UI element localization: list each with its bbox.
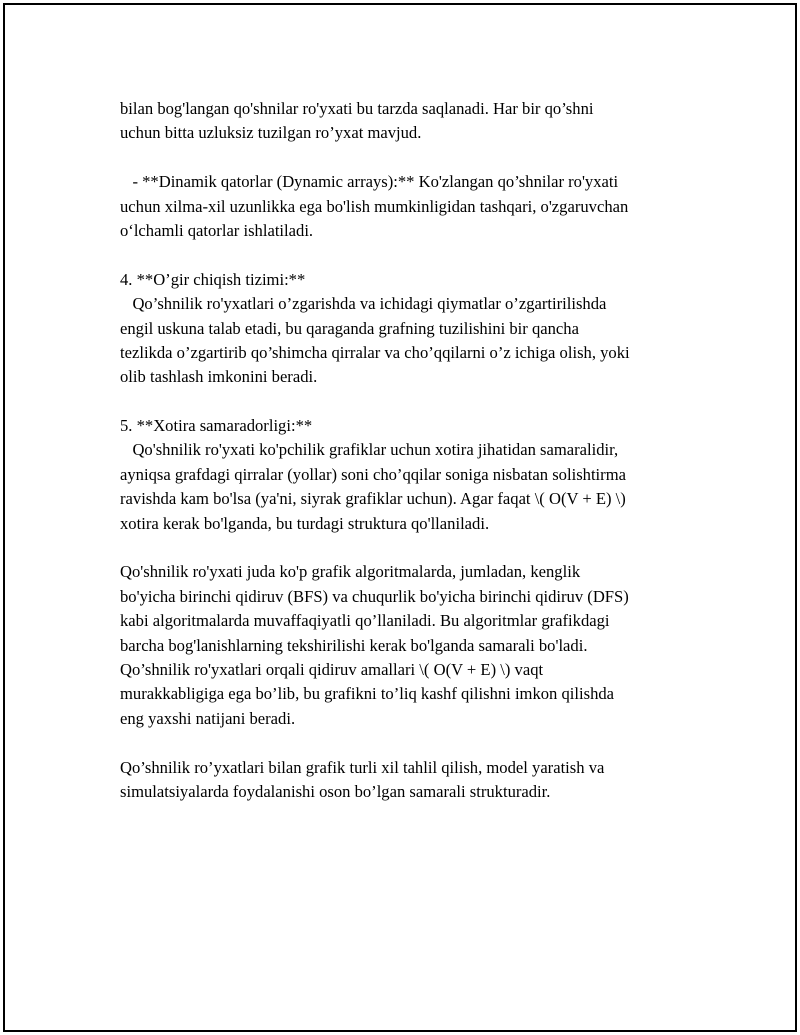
text-line: simulatsiyalarda foydalanishi oson bo’lgan samarali strukturadir. (120, 781, 551, 801)
paragraph-spacer (120, 731, 720, 755)
text-line: Qo’shnilik ro'yxatlari o’zgarishda va ichidagi qiymatlar o’zgartirilishda (120, 294, 607, 314)
text-line: xotira kerak bo'lganda, bu turdagi struktura qo'llaniladi. (120, 513, 490, 533)
text-line: murakkabligiga ega bo’lib, bu grafikni to’liq kashf qilishni imkon qilishda (120, 684, 615, 704)
paragraph-spacer (120, 146, 720, 170)
text-line: uchun xilma-xil uzunlikka ega bo'lish mumkinligidan tashqari, o'zgaruvchan (120, 196, 629, 216)
section-heading: 4. **O’gir chiqish tizimi:** (120, 269, 306, 289)
text-line: barcha bog'lanishlarning tekshirilishi kerak bo'lganda samarali bo'ladi. (120, 635, 588, 655)
text-line: ravishda kam bo'lsa (ya'ni, siyrak grafiklar uchun). Agar faqat \( O(V + E) \) (120, 489, 626, 509)
paragraph-dynamic-arrays (120, 170, 720, 243)
text-line: kabi algoritmalarda muvaffaqiyatli qo’llaniladi. Bu algoritmlar grafikdagi (120, 611, 610, 631)
paragraph-conclusion (120, 756, 720, 805)
text-line: tezlikda o’zgartirib qo’shimcha qirralar va cho’qqilarni o’z ichiga olish, yoki (120, 342, 630, 362)
paragraph-algorithms (120, 560, 720, 731)
text-line: bilan bog'langan qo'shnilar ro'yxati bu tarzda saqlanadi. Har bir qo’shni (120, 99, 594, 118)
document-body (120, 97, 720, 804)
paragraph-section-5 (120, 414, 720, 536)
text-line: bo'yicha birinchi qidiruv (BFS) va chuqurlik bo'yicha birinchi qidiruv (DFS) (120, 586, 629, 606)
paragraph-section-4 (120, 268, 720, 390)
page-frame (3, 3, 797, 1032)
section-heading: 5. **Xotira samaradorligi:** (120, 416, 313, 436)
paragraph-spacer (120, 390, 720, 414)
text-line: Qo’shnilik ro’yxatlari bilan grafik turli xil tahlil qilish, model yaratish va (120, 757, 605, 777)
text-line: olib tashlash imkonini beradi. (120, 367, 318, 387)
text-line: Qo’shnilik ro'yxatlari orqali qidiruv amallari \( O(V + E) \) vaqt (120, 659, 544, 679)
text-line: - **Dinamik qatorlar (Dynamic arrays):** Ko'zlangan qo’shnilar ro'yxati (120, 172, 619, 192)
text-line: eng yaxshi natijani beradi. (120, 708, 296, 728)
text-line: uchun bitta uzluksiz tuzilgan ro’yxat mavjud. (120, 123, 422, 143)
text-line: engil uskuna talab etadi, bu qaraganda grafning tuzilishini bir qancha (120, 318, 579, 338)
text-line: Qo'shnilik ro'yxati juda ko'p grafik algoritmalarda, jumladan, kenglik (120, 562, 581, 582)
paragraph-continuation (120, 97, 720, 146)
text-line: ayniqsa grafdagi qirralar (yollar) soni cho’qqilar soniga nisbatan solishtirma (120, 464, 626, 484)
text-line: o‘lchamli qatorlar ishlatiladi. (120, 220, 314, 240)
text-line: Qo'shnilik ro'yxati ko'pchilik grafiklar uchun xotira jihatidan samaralidir, (120, 440, 619, 460)
paragraph-spacer (120, 243, 720, 267)
paragraph-spacer (120, 536, 720, 560)
